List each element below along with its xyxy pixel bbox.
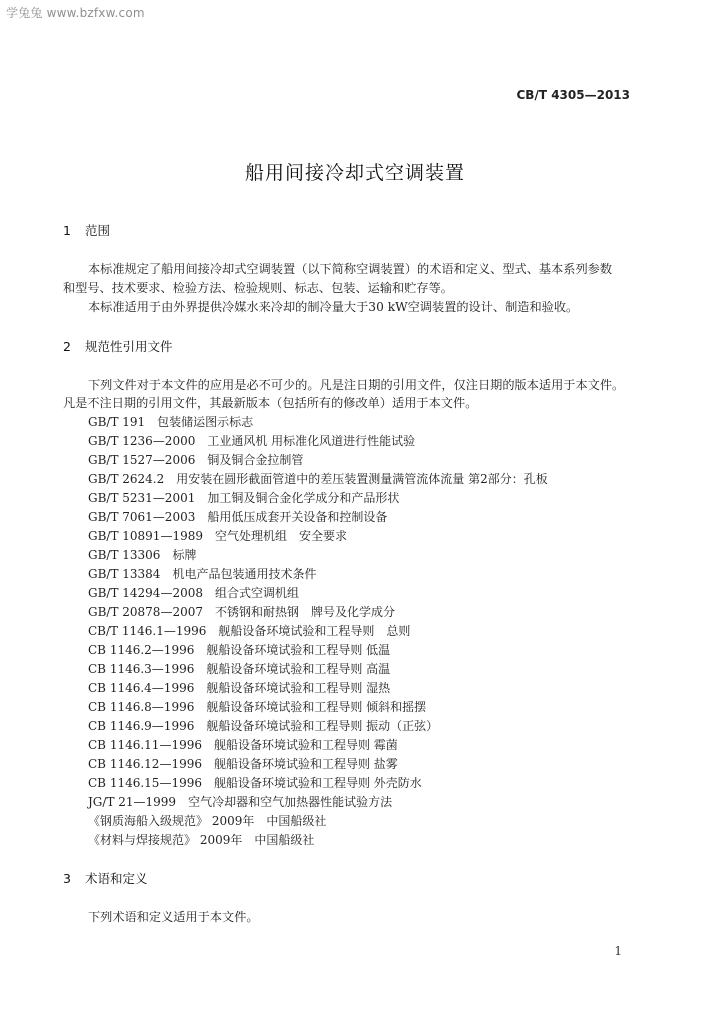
section-1-heading [63, 221, 110, 239]
watermark-text: 学兔兔 www.bzfxw.com [6, 6, 145, 20]
standard-code: CB/T 4305—2013 [516, 88, 630, 102]
paragraph: 凡是不注日期的引用文件，其最新版本（包括所有的修改单）适用于本文件。 [63, 396, 478, 410]
reference-item: 《钢质海船入级规范》 2009年 中国船级社 [88, 814, 327, 828]
section-2-heading [63, 337, 173, 355]
reference-item: GB/T 1236—2000 工业通风机 用标准化风道进行性能试验 [88, 434, 416, 448]
reference-item: GB/T 5231—2001 加工铜及铜合金化学成分和产品形状 [88, 491, 400, 505]
reference-item: GB/T 191 包装储运图示标志 [88, 415, 254, 429]
paragraph: 本标准规定了船用间接冷却式空调装置（以下简称空调装置）的术语和定义、型式、基本系列参数 [88, 262, 613, 276]
reference-item: CB 1146.11—1996 舰船设备环境试验和工程导则 霉菌 [88, 738, 398, 752]
reference-item: CB 1146.2—1996 舰船设备环境试验和工程导则 低温 [88, 643, 391, 657]
reference-item: GB/T 2624.2 用安装在圆形截面管道中的差压装置测量满管流体流量 第2部分：孔板 [88, 472, 548, 486]
reference-item: CB 1146.8—1996 舰船设备环境试验和工程导则 倾斜和摇摆 [88, 700, 427, 714]
reference-item: GB/T 13384 机电产品包装通用技术条件 [88, 567, 317, 581]
paragraph: 下列文件对于本文件的应用是必不可少的。凡是注日期的引用文件，仅注日期的版本适用于本文件。 [88, 378, 625, 392]
reference-item: GB/T 13306 标牌 [88, 548, 197, 562]
section-title: 范围 [85, 223, 111, 238]
section-3-heading [63, 869, 148, 887]
reference-item: CB 1146.15—1996 舰船设备环境试验和工程导则 外壳防水 [88, 776, 422, 790]
reference-item: JG/T 21—1999 空气冷却器和空气加热器性能试验方法 [88, 795, 393, 809]
reference-item: CB/T 1146.1—1996 舰船设备环境试验和工程导则 总则 [88, 624, 411, 638]
reference-item: GB/T 7061—2003 船用低压成套开关设备和控制设备 [88, 510, 388, 524]
reference-item: CB 1146.12—1996 舰船设备环境试验和工程导则 盐雾 [88, 757, 398, 771]
reference-item: 《材料与焊接规范》 2009年 中国船级社 [88, 833, 315, 847]
section-number: 2 [63, 339, 71, 354]
reference-item: CB 1146.4—1996 舰船设备环境试验和工程导则 湿热 [88, 681, 391, 695]
paragraph: 和型号、技术要求、检验方法、检验规则、标志、包装、运输和贮存等。 [63, 281, 453, 295]
section-title: 规范性引用文件 [85, 339, 173, 354]
page-number: 1 [614, 944, 622, 958]
reference-item: GB/T 1527—2006 铜及铜合金拉制管 [88, 453, 304, 467]
reference-item: GB/T 20878—2007 不锈钢和耐热钢 牌号及化学成分 [88, 605, 395, 619]
reference-item: GB/T 10891—1989 空气处理机组 安全要求 [88, 529, 347, 543]
section-number: 3 [63, 871, 71, 886]
section-number: 1 [63, 223, 71, 238]
reference-item: CB 1146.9—1996 舰船设备环境试验和工程导则 振动（正弦） [88, 719, 439, 733]
section-title: 术语和定义 [85, 871, 148, 886]
reference-item: GB/T 14294—2008 组合式空调机组 [88, 586, 299, 600]
paragraph: 下列术语和定义适用于本文件。 [88, 910, 259, 924]
reference-item: CB 1146.3—1996 舰船设备环境试验和工程导则 高温 [88, 662, 391, 676]
paragraph: 本标准适用于由外界提供冷媒水来冷却的制冷量大于30 kW空调装置的设计、制造和验收。 [88, 300, 579, 314]
document-title: 船用间接冷却式空调装置 [244, 162, 465, 184]
